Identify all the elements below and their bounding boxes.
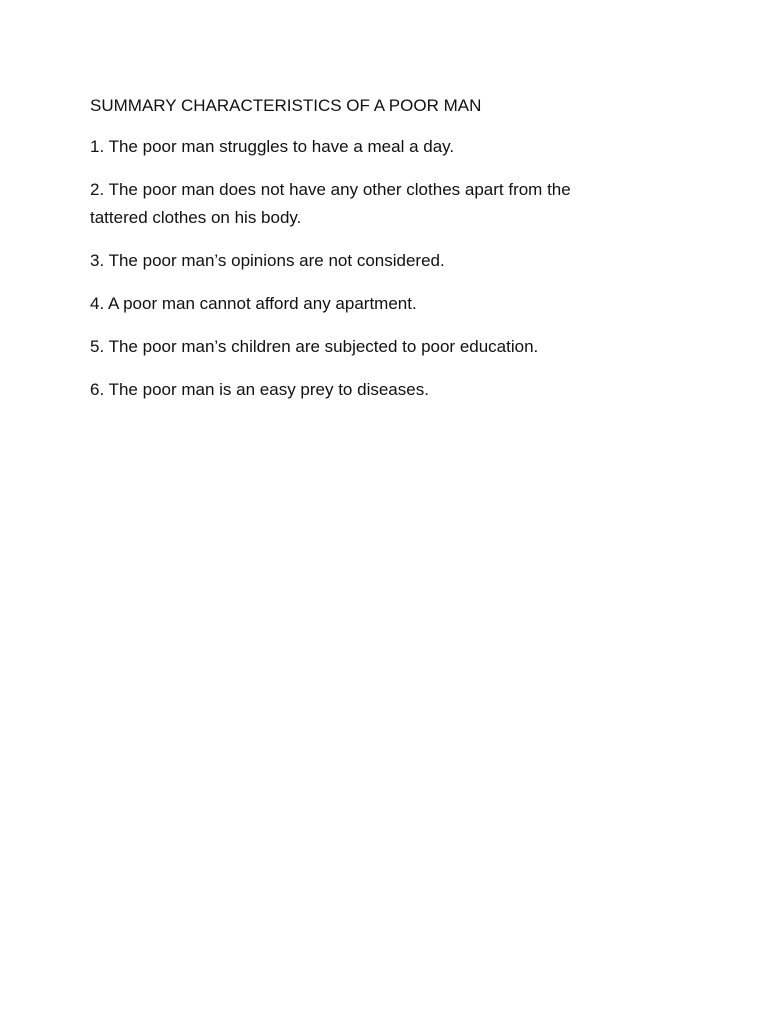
list-item: 2. The poor man does not have any other clothes apart from the tattered clothes on his body. [90, 180, 571, 227]
list-item: 5. The poor man’s children are subjected to poor education. [90, 337, 539, 356]
document-title: SUMMARY CHARACTERISTICS OF A POOR MAN [90, 96, 482, 115]
list-item: 4. A poor man cannot afford any apartment. [90, 294, 417, 313]
list-item: 1. The poor man struggles to have a meal a day. [90, 137, 455, 156]
list-item: 6. The poor man is an easy prey to diseases. [90, 380, 429, 399]
list-item: 3. The poor man’s opinions are not considered. [90, 251, 445, 270]
